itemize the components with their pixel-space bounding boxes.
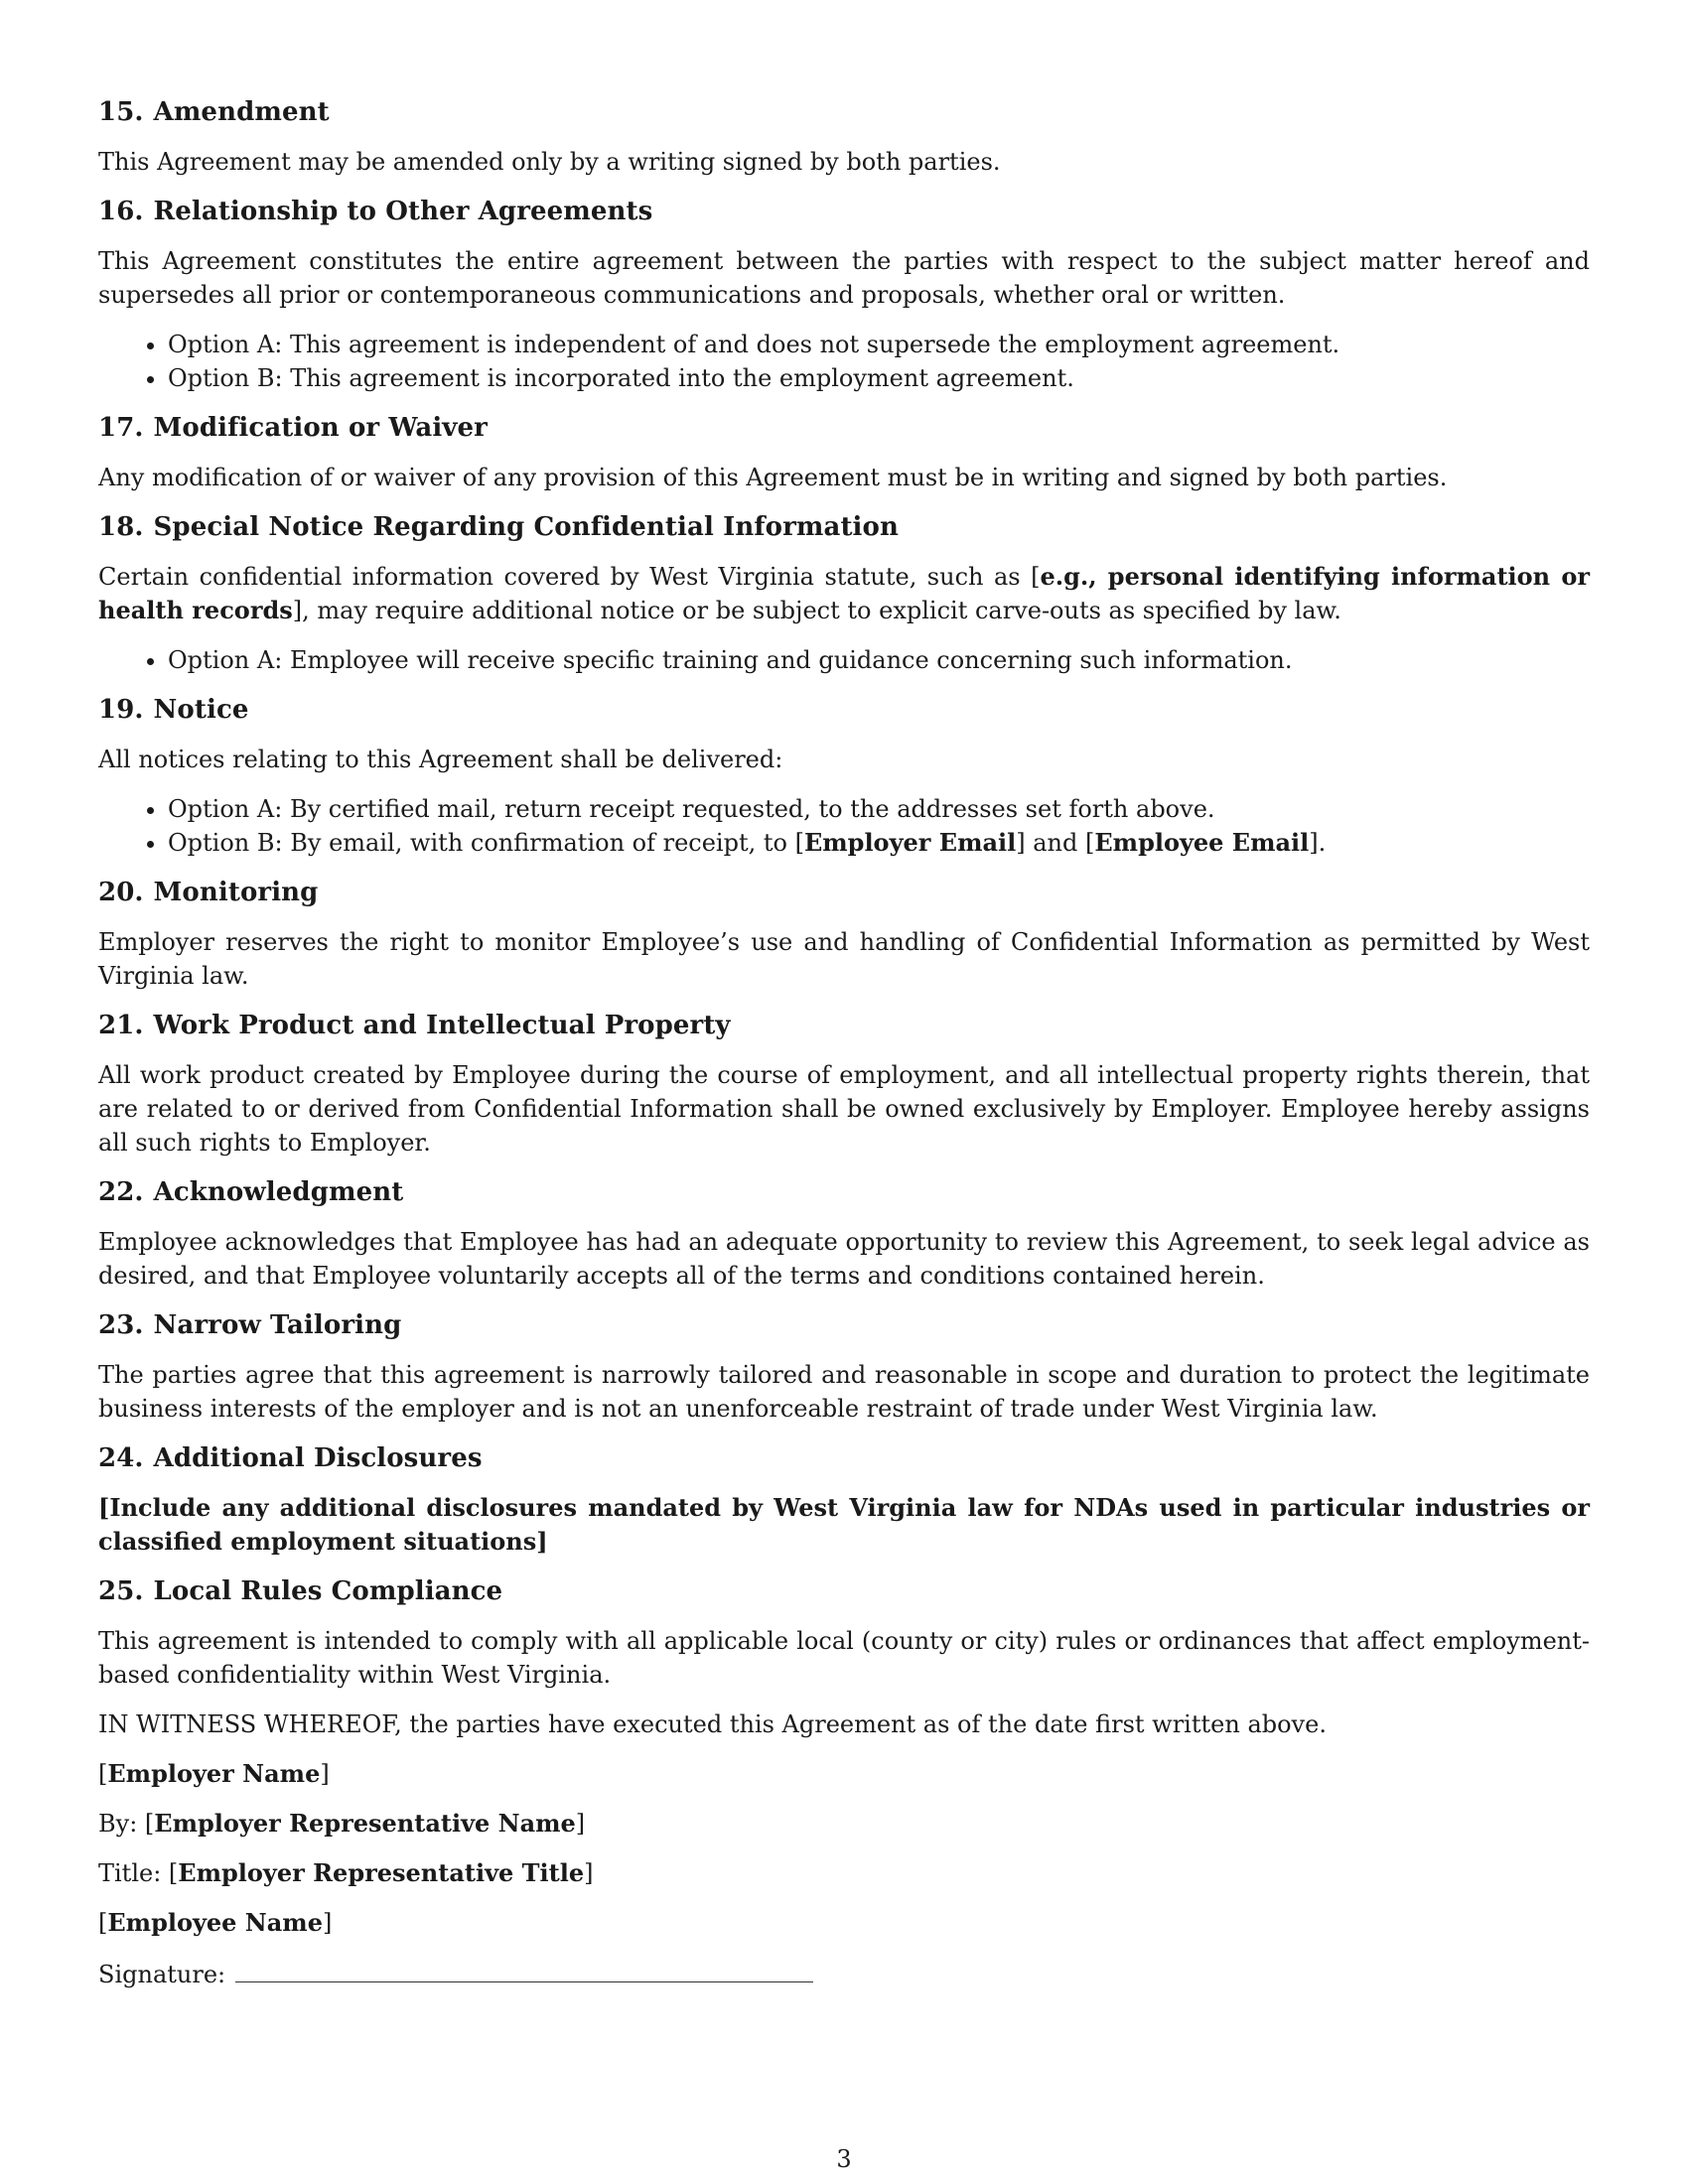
employer-name: [Employer Name] [98, 1759, 330, 1788]
list-item: • Option A: Employee will receive specific training and guidance concerning such information. [168, 643, 1590, 677]
section-heading: 16. Relationship to Other Agreements [98, 197, 653, 226]
option-list [98, 328, 1590, 395]
section-heading: 25. Local Rules Compliance [98, 1576, 503, 1606]
employer-representative-title: Title: [Employer Representative Title] [98, 1858, 594, 1887]
signature-line[interactable] [235, 1956, 813, 1982]
section-body: This Agreement constitutes the entire agreement between the parties with respect to the subject matter hereof and supersedes all prior or contemporaneous communications and proposals, whether oral or written. [98, 247, 1590, 309]
section-heading: 23. Narrow Tailoring [98, 1310, 402, 1340]
employee-name: [Employee Name] [98, 1908, 333, 1937]
list-item: • Option A: This agreement is independent of and does not supersede the employment agreement. [168, 328, 1590, 361]
option-list [98, 792, 1590, 860]
employer-representative: By: [Employer Representative Name] [98, 1809, 586, 1838]
section-body: The parties agree that this agreement is narrowly tailored and reasonable in scope and duration to protect the legitimate business interests of the employer and is not an unenforceable restraint of trade under West Virginia law. [98, 1361, 1590, 1423]
list-item: • Option B: By email, with confirmation of receipt, to [Employer Email] and [Employee Email]. [168, 826, 1590, 860]
witness-clause: IN WITNESS WHEREOF, the parties have executed this Agreement as of the date first written above. [98, 1710, 1327, 1738]
section-body: Certain confidential information covered by West Virginia statute, such as [e.g., personal identifying information or health records], may require additional notice or be subject to explicit carve-outs as specified by law. [98, 562, 1590, 624]
signature-row: Signature: [98, 1956, 1590, 1991]
list-item: • Option B: This agreement is incorporated into the employment agreement. [168, 361, 1590, 395]
section-body: All work product created by Employee during the course of employment, and all intellectual property rights therein, that are related to or derived from Confidential Information shall be owned exclusively by Employer. Employee hereby assigns all such rights to Employer. [98, 1061, 1590, 1157]
section-heading: 18. Special Notice Regarding Confidential Information [98, 512, 899, 542]
section-body: [Include any additional disclosures mandated by West Virginia law for NDAs used in particular industries or classified employment situations] [98, 1493, 1590, 1556]
section-heading: 21. Work Product and Intellectual Property [98, 1011, 731, 1040]
section-heading: 19. Notice [98, 695, 249, 725]
section-heading: 20. Monitoring [98, 878, 319, 907]
section-body: This agreement is intended to comply with all applicable local (county or city) rules or ordinances that affect employment-based confidentiality within West Virginia. [98, 1627, 1590, 1689]
section-heading: 17. Modification or Waiver [98, 413, 488, 443]
option-list [98, 643, 1590, 677]
section-body: Employee acknowledges that Employee has had an adequate opportunity to review this Agreement, to seek legal advice as desired, and that Employee voluntarily accepts all of the terms and conditions contained herein. [98, 1228, 1590, 1290]
section-heading: 15. Amendment [98, 97, 330, 127]
section-body: This Agreement may be amended only by a writing signed by both parties. [98, 148, 1001, 176]
section-heading: 22. Acknowledgment [98, 1177, 404, 1207]
section-body: All notices relating to this Agreement shall be delivered: [98, 746, 783, 773]
section-body: Any modification of or waiver of any provision of this Agreement must be in writing and signed by both parties. [98, 464, 1448, 491]
page-number: 3 [836, 2145, 852, 2173]
section-body: Employer reserves the right to monitor Employee’s use and handling of Confidential Information as permitted by West Virginia law. [98, 928, 1590, 990]
section-heading: 24. Additional Disclosures [98, 1443, 483, 1473]
list-item: • Option A: By certified mail, return receipt requested, to the addresses set forth above. [168, 792, 1590, 826]
